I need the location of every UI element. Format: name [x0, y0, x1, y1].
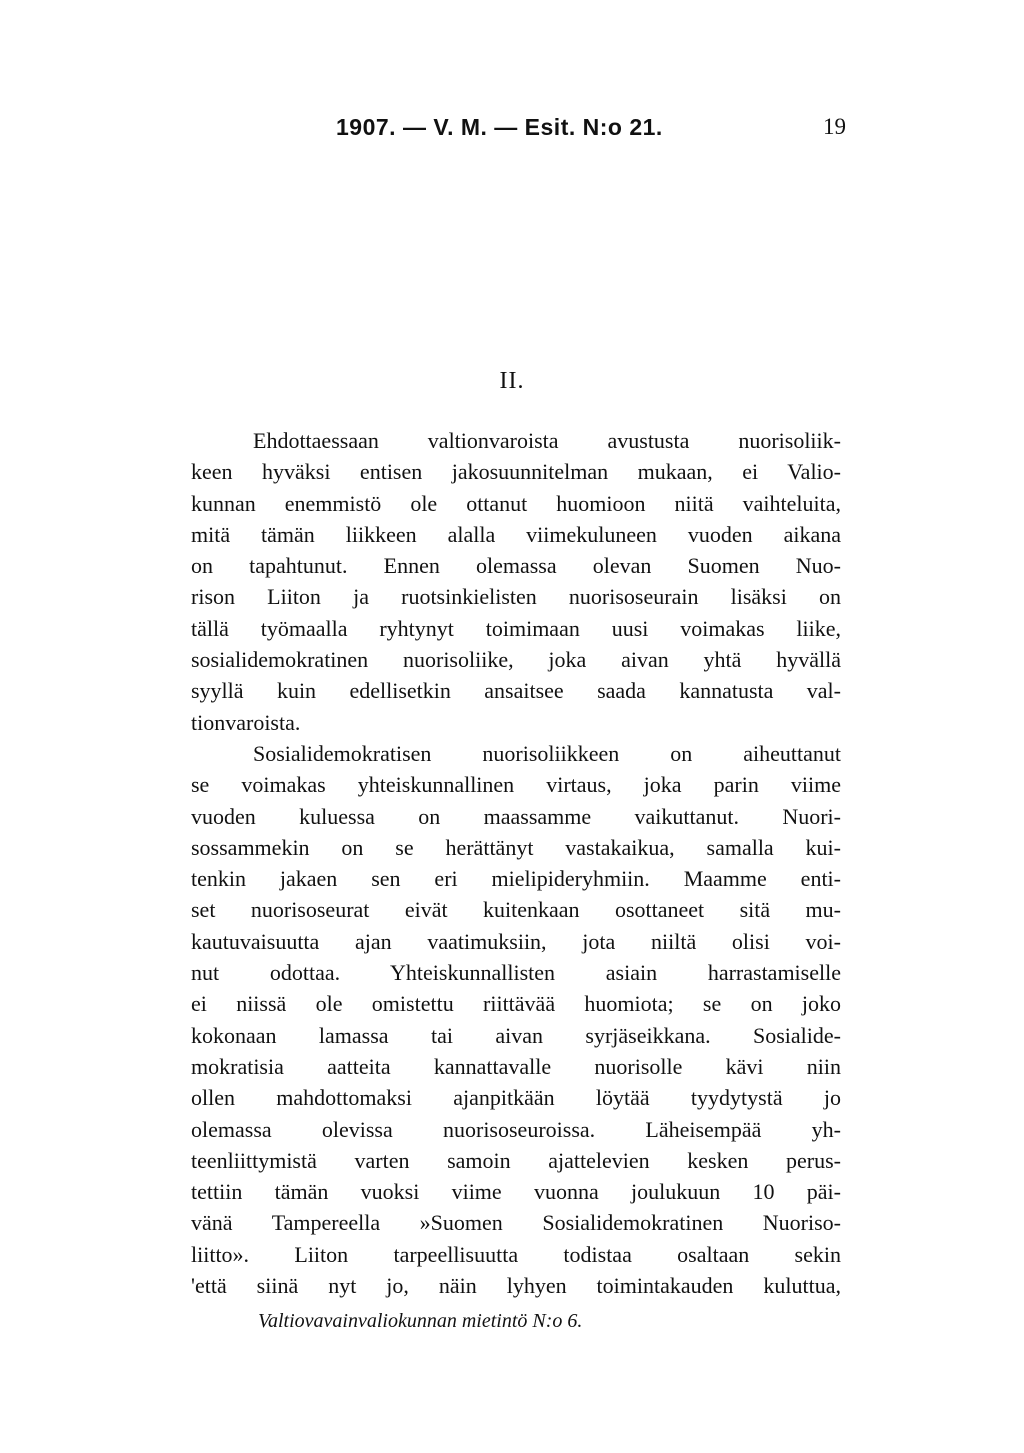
body-line: rison Liiton ja ruotsinkielisten nuorisoseurain lisäksi on [191, 584, 841, 610]
body-line: kunnan enemmistö ole ottanut huomioon niitä vaihteluita, [191, 490, 841, 516]
body-line: se voimakas yhteiskunnallinen virtaus, joka parin viime [191, 772, 841, 798]
page-header [336, 114, 846, 148]
body-line: kokonaan lamassa tai aivan syrjäseikkana. Sosialide- [191, 1022, 841, 1048]
body-line: tettiin tämän vuoksi viime vuonna joulukuun 10 päi- [191, 1179, 841, 1205]
body-line: mokratisia aatteita kannattavalle nuorisolle kävi niin [191, 1053, 841, 1079]
running-head: 1907. — V. M. — Esit. N:o 21. [336, 114, 663, 140]
body-line: tällä työmaalla ryhtynyt toimimaan uusi voimakas liike, [191, 615, 841, 641]
body-line: keen hyväksi entisen jakosuunnitelman mukaan, ei Valio- [191, 459, 841, 485]
body-line: olemassa olevissa nuorisoseuroissa. Läheisempää yh- [191, 1116, 841, 1142]
body-line: sosialidemokratinen nuorisoliike, joka aivan yhtä hyvällä [191, 647, 841, 673]
body-line: kautuvaisuutta ajan vaatimuksiin, jota niiltä olisi voi- [191, 928, 841, 954]
body-line: ollen mahdottomaksi ajanpitkään löytää tyydytystä jo [191, 1085, 841, 1111]
body-line: Sosialidemokratisen nuorisoliikkeen on aiheuttanut [253, 740, 841, 766]
body-line: mitä tämän liikkeen alalla viimekuluneen vuoden aikana [191, 521, 841, 547]
page-number: 19 [823, 114, 846, 139]
body-line: nut odottaa. Yhteiskunnallisten asiain harrastamiselle [191, 960, 841, 986]
body-line: 'että siinä nyt jo, näin lyhyen toimintakauden kuluttua, [191, 1273, 841, 1299]
footer-signature: Valtiovavainvaliokunnan mietintö N:o 6. [258, 1310, 583, 1332]
body-line: vuoden kuluessa on maassamme vaikuttanut. Nuori- [191, 803, 841, 829]
body-line: sossammekin on se herättänyt vastakaikua, samalla kui- [191, 834, 841, 860]
body-line: Ehdottaessaan valtionvaroista avustusta nuorisoliik- [253, 428, 841, 453]
body-line: tenkin jakaen sen eri mielipideryhmiin. Maamme enti- [191, 866, 841, 892]
body-line: vänä Tampereella »Suomen Sosialidemokratinen Nuoriso- [191, 1210, 841, 1236]
body-line: tionvaroista. [191, 709, 301, 735]
body-line: set nuorisoseurat eivät kuitenkaan osottaneet sitä mu- [191, 897, 841, 923]
body-line: ei niissä ole omistettu riittävää huomiota; se on joko [191, 991, 841, 1017]
body-line: teenliittymistä varten samoin ajattelevien kesken perus- [191, 1147, 841, 1173]
body-text [191, 425, 841, 1301]
section-heading: II. [499, 368, 525, 394]
body-line: liitto». Liiton tarpeellisuutta todistaa osaltaan sekin [191, 1241, 841, 1267]
body-line: syyllä kuin edellisetkin ansaitsee saada kannatusta val- [191, 678, 841, 704]
body-line: on tapahtunut. Ennen olemassa olevan Suomen Nuo- [191, 553, 841, 579]
